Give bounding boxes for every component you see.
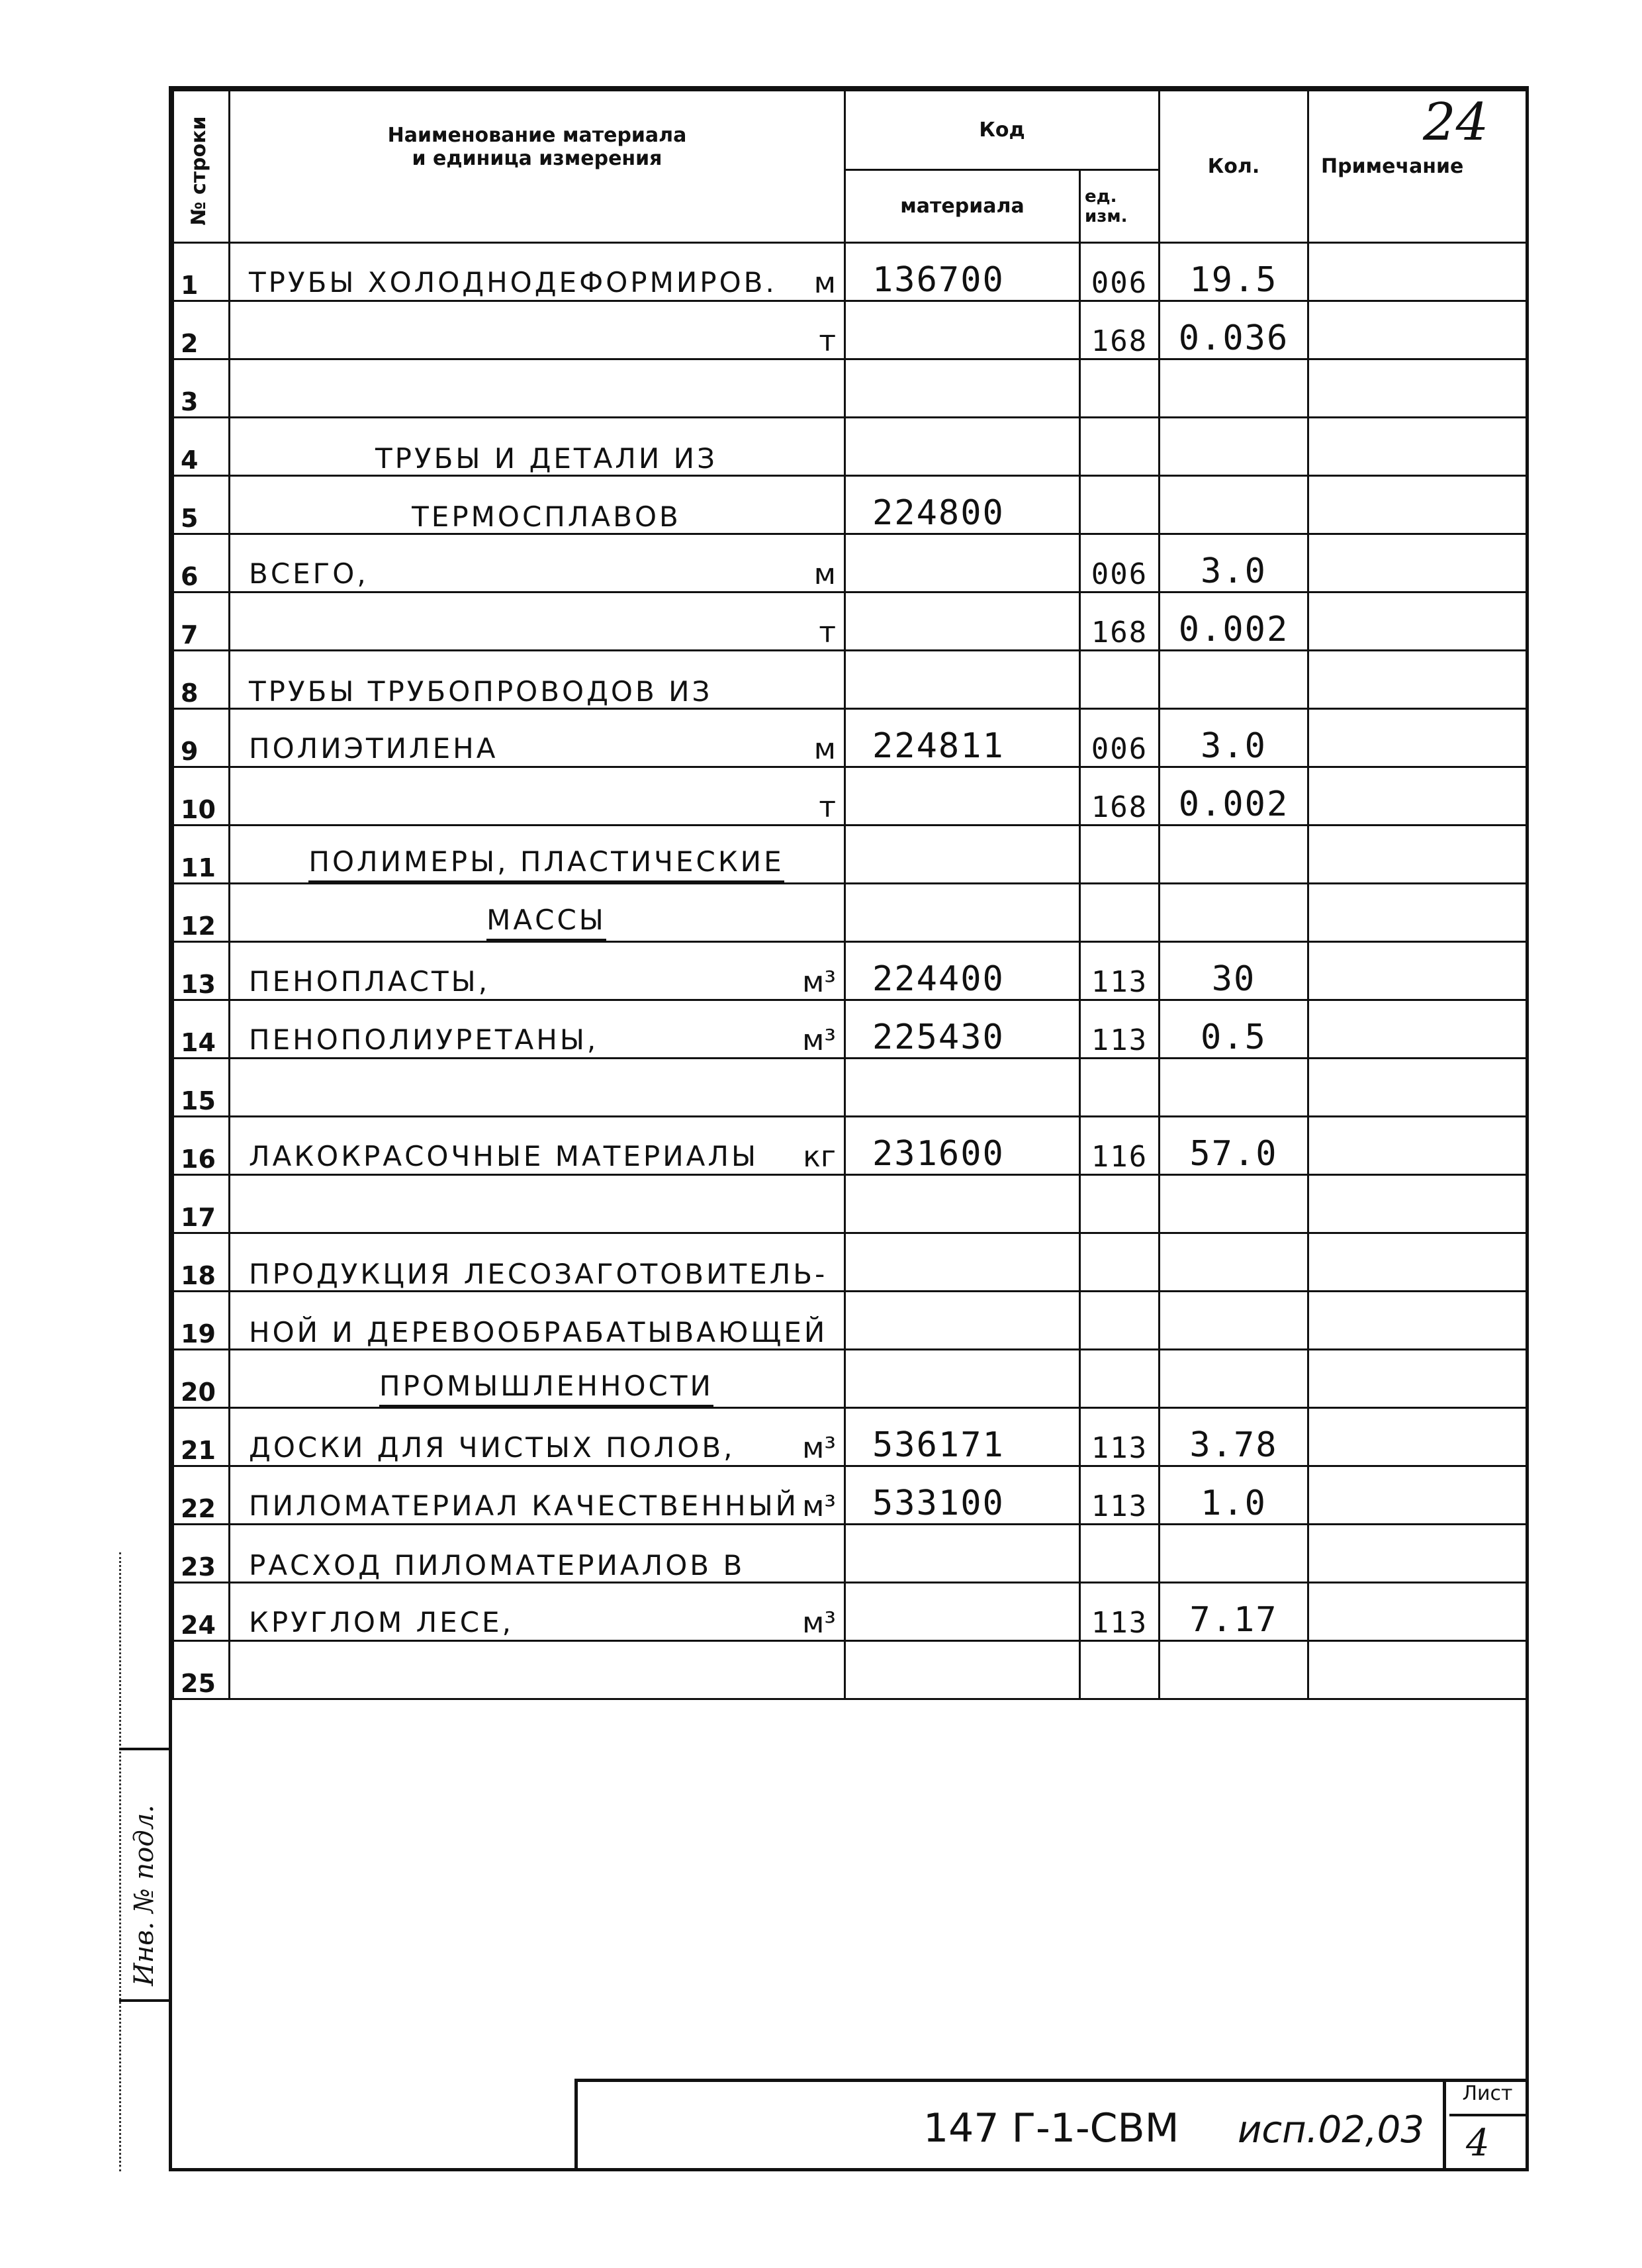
- material-name: ПОЛИЭТИЛЕНА: [249, 732, 498, 765]
- materials-table: [172, 89, 1528, 1700]
- row-number: 7: [173, 592, 230, 651]
- material-name-cell: [230, 1175, 845, 1233]
- table-row: [173, 942, 1527, 1000]
- table-row: [173, 476, 1527, 534]
- unit-label: т: [819, 324, 836, 358]
- material-code: [845, 1233, 1080, 1292]
- material-name: ПРОМЫШЛЕННОСТИ: [379, 1370, 713, 1407]
- material-name-cell: [230, 359, 845, 418]
- unit-code: 113: [1080, 1583, 1160, 1641]
- material-name: ПОЛИМЕРЫ, ПЛАСТИЧЕСКИЕ: [308, 845, 784, 882]
- note-cell: [1308, 1466, 1527, 1525]
- material-name-cell: [230, 942, 845, 1000]
- material-name-cell: [230, 1525, 845, 1583]
- table-row: [173, 709, 1527, 767]
- quantity: 19.5: [1160, 243, 1308, 301]
- table-row: [173, 1117, 1527, 1175]
- unit-label: м: [813, 732, 836, 766]
- material-code: 231600: [845, 1117, 1080, 1175]
- material-name-cell: [230, 243, 845, 301]
- note-cell: [1308, 1525, 1527, 1583]
- quantity: [1160, 1233, 1308, 1292]
- row-number: 21: [173, 1408, 230, 1466]
- row-number: 2: [173, 301, 230, 359]
- quantity: [1160, 1525, 1308, 1583]
- unit-label: м³: [802, 1489, 836, 1523]
- material-name: ПРОДУКЦИЯ ЛЕСОЗАГОТОВИТЕЛЬ-: [249, 1258, 828, 1290]
- quantity: 0.002: [1160, 592, 1308, 651]
- material-name-cell: [230, 1000, 845, 1059]
- material-code: [845, 767, 1080, 826]
- unit-code: 006: [1080, 709, 1160, 767]
- material-name-cell: [230, 1583, 845, 1641]
- material-name-cell: [230, 1059, 845, 1117]
- row-number: 19: [173, 1292, 230, 1350]
- note-cell: [1308, 476, 1527, 534]
- material-name-cell: [230, 1292, 845, 1350]
- unit-code: [1080, 1233, 1160, 1292]
- material-name-cell: [230, 1117, 845, 1175]
- note-cell: [1308, 592, 1527, 651]
- material-name: ЛАКОКРАСОЧНЫЕ МАТЕРИАЛЫ: [249, 1140, 759, 1172]
- unit-code: [1080, 359, 1160, 418]
- row-number: 18: [173, 1233, 230, 1292]
- note-cell: [1308, 1583, 1527, 1641]
- material-name: ДОСКИ ДЛЯ ЧИСТЫХ ПОЛОВ,: [249, 1431, 735, 1464]
- note-cell: [1308, 243, 1527, 301]
- material-code: 224800: [845, 476, 1080, 534]
- material-name-cell: [230, 1641, 845, 1699]
- note-cell: [1308, 1117, 1527, 1175]
- table-row: [173, 1175, 1527, 1233]
- table-row: [173, 301, 1527, 359]
- material-name-cell: [230, 709, 845, 767]
- row-number: 24: [173, 1583, 230, 1641]
- material-code: 533100: [845, 1466, 1080, 1525]
- note-cell: [1308, 884, 1527, 942]
- unit-label: м: [813, 266, 836, 300]
- material-name: ТЕРМОСПЛАВОВ: [412, 500, 681, 533]
- quantity: [1160, 826, 1308, 884]
- row-number: 12: [173, 884, 230, 942]
- note-cell: [1308, 418, 1527, 476]
- material-name-cell: [230, 476, 845, 534]
- page-number: 24: [1423, 93, 1489, 152]
- material-name-cell: [230, 1233, 845, 1292]
- unit-code: 116: [1080, 1117, 1160, 1175]
- unit-code: 113: [1080, 942, 1160, 1000]
- row-number: 5: [173, 476, 230, 534]
- material-code: [845, 1175, 1080, 1233]
- row-number: 25: [173, 1641, 230, 1699]
- note-cell: [1308, 709, 1527, 767]
- row-number: 1: [173, 243, 230, 301]
- note-cell: [1308, 651, 1527, 709]
- unit-label: м³: [802, 1606, 836, 1640]
- table-row: [173, 418, 1527, 476]
- material-code: 536171: [845, 1408, 1080, 1466]
- quantity: 0.002: [1160, 767, 1308, 826]
- note-cell: [1308, 767, 1527, 826]
- material-name-cell: [230, 1350, 845, 1408]
- material-name: ПЕНОПЛАСТЫ,: [249, 965, 490, 998]
- material-code: [845, 359, 1080, 418]
- unit-code: 168: [1080, 301, 1160, 359]
- row-number: 8: [173, 651, 230, 709]
- material-name-cell: [230, 826, 845, 884]
- note-cell: [1308, 301, 1527, 359]
- table-row: [173, 1583, 1527, 1641]
- unit-code: [1080, 1641, 1160, 1699]
- table-row: [173, 534, 1527, 592]
- header-name: Наименование материала и единица измерения: [230, 91, 845, 243]
- unit-label: м³: [802, 965, 836, 999]
- header-code: Код: [845, 91, 1160, 170]
- material-code: [845, 1641, 1080, 1699]
- quantity: [1160, 1641, 1308, 1699]
- row-number: 16: [173, 1117, 230, 1175]
- material-name: КРУГЛОМ ЛЕСЕ,: [249, 1606, 514, 1638]
- table-row: [173, 1059, 1527, 1117]
- note-cell: [1308, 1350, 1527, 1408]
- unit-label: т: [819, 616, 836, 649]
- quantity: [1160, 651, 1308, 709]
- unit-code: 006: [1080, 243, 1160, 301]
- header-unit-code: ед. изм.: [1080, 170, 1160, 243]
- row-number: 10: [173, 767, 230, 826]
- header-row-no: № строки: [173, 91, 230, 243]
- material-name: РАСХОД ПИЛОМАТЕРИАЛОВ В: [249, 1549, 745, 1582]
- material-name: ТРУБЫ И ДЕТАЛИ ИЗ: [375, 442, 717, 475]
- sheet-number: 4: [1466, 2122, 1490, 2165]
- table-row: [173, 1233, 1527, 1292]
- material-name: ТРУБЫ ХОЛОДНОДЕФОРМИРОВ.: [249, 266, 777, 299]
- unit-code: [1080, 476, 1160, 534]
- material-name-cell: [230, 1466, 845, 1525]
- note-cell: [1308, 1000, 1527, 1059]
- table-row: [173, 1000, 1527, 1059]
- material-name-cell: [230, 418, 845, 476]
- material-code: 224811: [845, 709, 1080, 767]
- note-cell: [1308, 826, 1527, 884]
- material-name-cell: [230, 767, 845, 826]
- table-row: [173, 884, 1527, 942]
- note-cell: [1308, 1641, 1527, 1699]
- table-row: [173, 1525, 1527, 1583]
- material-name-cell: [230, 1408, 845, 1466]
- doc-variant: исп.02,03: [1238, 2108, 1424, 2151]
- row-number: 6: [173, 534, 230, 592]
- margin-note: Инв. № подл.: [129, 1805, 160, 1986]
- material-code: [845, 826, 1080, 884]
- unit-code: 168: [1080, 592, 1160, 651]
- material-code: [845, 301, 1080, 359]
- row-number: 22: [173, 1466, 230, 1525]
- row-number: 15: [173, 1059, 230, 1117]
- note-cell: [1308, 1233, 1527, 1292]
- unit-code: 168: [1080, 767, 1160, 826]
- note-cell: [1308, 1292, 1527, 1350]
- material-code: 225430: [845, 1000, 1080, 1059]
- quantity: [1160, 1292, 1308, 1350]
- material-code: [845, 1350, 1080, 1408]
- unit-label: м³: [802, 1431, 836, 1465]
- table-row: [173, 592, 1527, 651]
- material-name-cell: [230, 592, 845, 651]
- unit-code: 113: [1080, 1000, 1160, 1059]
- row-number: 4: [173, 418, 230, 476]
- material-name-cell: [230, 651, 845, 709]
- material-name: ПЕНОПОЛИУРЕТАНЫ,: [249, 1023, 599, 1056]
- quantity: 3.78: [1160, 1408, 1308, 1466]
- material-name-cell: [230, 301, 845, 359]
- quantity: [1160, 476, 1308, 534]
- row-number: 13: [173, 942, 230, 1000]
- doc-code: 147 Г-1-СВМ: [923, 2105, 1179, 2151]
- row-number: 14: [173, 1000, 230, 1059]
- material-code: 136700: [845, 243, 1080, 301]
- note-cell: [1308, 1059, 1527, 1117]
- note-cell: [1308, 942, 1527, 1000]
- material-code: [845, 884, 1080, 942]
- material-code: 224400: [845, 942, 1080, 1000]
- unit-label: кг: [803, 1140, 836, 1174]
- row-number: 20: [173, 1350, 230, 1408]
- unit-code: 006: [1080, 534, 1160, 592]
- table-row: [173, 1641, 1527, 1699]
- quantity: [1160, 1059, 1308, 1117]
- header-qty: Кол.: [1160, 91, 1308, 243]
- quantity: 7.17: [1160, 1583, 1308, 1641]
- note-cell: [1308, 534, 1527, 592]
- row-number: 11: [173, 826, 230, 884]
- material-code: [845, 1059, 1080, 1117]
- material-code: [845, 534, 1080, 592]
- unit-code: [1080, 1292, 1160, 1350]
- unit-code: [1080, 884, 1160, 942]
- unit-label: м³: [802, 1023, 836, 1057]
- quantity: 0.036: [1160, 301, 1308, 359]
- quantity: 1.0: [1160, 1466, 1308, 1525]
- quantity: 30: [1160, 942, 1308, 1000]
- table-row: [173, 826, 1527, 884]
- table-row: [173, 767, 1527, 826]
- margin-divider: [119, 1999, 169, 2002]
- material-code: [845, 1292, 1080, 1350]
- material-name: НОЙ И ДЕРЕВООБРАБАТЫВАЮЩЕЙ: [249, 1316, 828, 1348]
- row-number: 9: [173, 709, 230, 767]
- row-number: 17: [173, 1175, 230, 1233]
- unit-code: 113: [1080, 1466, 1160, 1525]
- quantity: [1160, 1350, 1308, 1408]
- material-code: [845, 592, 1080, 651]
- note-cell: [1308, 1408, 1527, 1466]
- material-code: [845, 651, 1080, 709]
- material-name: ПИЛОМАТЕРИАЛ КАЧЕСТВЕННЫЙ: [249, 1489, 799, 1522]
- note-cell: [1308, 1175, 1527, 1233]
- unit-code: [1080, 1059, 1160, 1117]
- material-name: МАССЫ: [486, 904, 606, 941]
- note-cell: [1308, 359, 1527, 418]
- row-number: 3: [173, 359, 230, 418]
- table-row: [173, 651, 1527, 709]
- material-name-cell: [230, 534, 845, 592]
- quantity: 57.0: [1160, 1117, 1308, 1175]
- quantity: 3.0: [1160, 709, 1308, 767]
- quantity: [1160, 1175, 1308, 1233]
- table-row: [173, 1408, 1527, 1466]
- unit-label: т: [819, 790, 836, 824]
- quantity: 3.0: [1160, 534, 1308, 592]
- unit-code: [1080, 826, 1160, 884]
- table-row: [173, 1350, 1527, 1408]
- sheet-label: Лист: [1449, 2082, 1526, 2116]
- material-code: [845, 1525, 1080, 1583]
- unit-code: [1080, 1525, 1160, 1583]
- material-code: [845, 418, 1080, 476]
- unit-label: м: [813, 557, 836, 591]
- header-material-code: материала: [845, 170, 1080, 243]
- row-number: 23: [173, 1525, 230, 1583]
- unit-code: [1080, 651, 1160, 709]
- table-row: [173, 243, 1527, 301]
- material-name: ВСЕГО,: [249, 557, 369, 590]
- table-row: [173, 1466, 1527, 1525]
- quantity: 0.5: [1160, 1000, 1308, 1059]
- material-name: ТРУБЫ ТРУБОПРОВОДОВ ИЗ: [249, 675, 713, 708]
- unit-code: [1080, 1175, 1160, 1233]
- table-body: [173, 243, 1527, 1699]
- quantity: [1160, 359, 1308, 418]
- unit-code: 113: [1080, 1408, 1160, 1466]
- quantity: [1160, 418, 1308, 476]
- material-name-cell: [230, 884, 845, 942]
- table-row: [173, 1292, 1527, 1350]
- table-row: [173, 359, 1527, 418]
- header-note: Примечание: [1308, 91, 1527, 243]
- material-code: [845, 1583, 1080, 1641]
- unit-code: [1080, 1350, 1160, 1408]
- quantity: [1160, 884, 1308, 942]
- unit-code: [1080, 418, 1160, 476]
- margin-divider: [119, 1748, 169, 1750]
